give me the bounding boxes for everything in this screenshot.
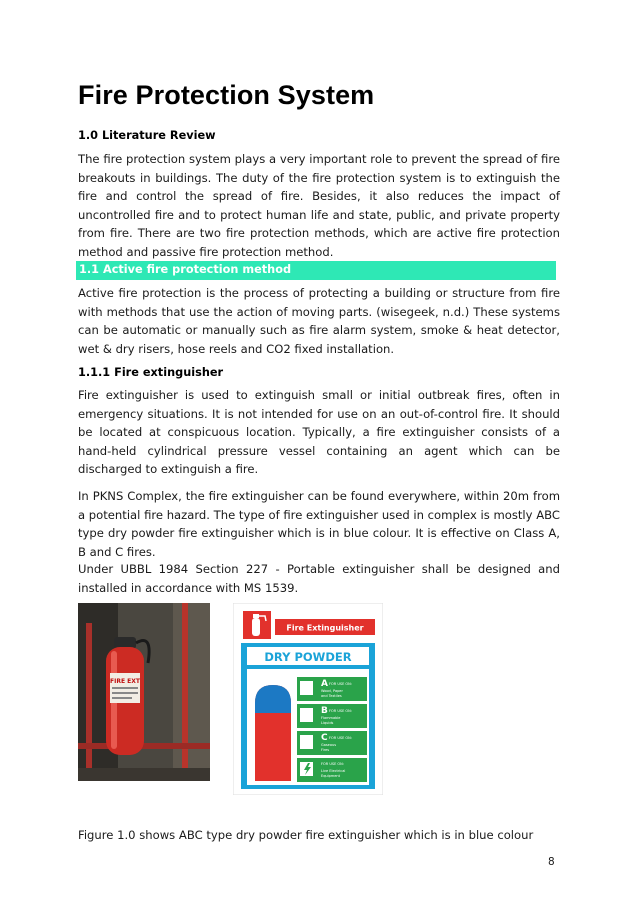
- fire-extinguisher-photo: [78, 603, 210, 781]
- paragraph-fire-extinguisher-1: Fire extinguisher is used to extinguish small or initial outbreak fires, often in emergency situations. It is not intended for use on an out-of-control fire. It should be located at conspicuous location. Typically, a fire extinguisher consists of a hand-held cylindrical pressure vessel containing an agent which can be discharged to extinguish a fire.: [78, 388, 560, 477]
- svg-text:Fires: Fires: [321, 748, 330, 752]
- extinguisher-label-text: FIRE EXT: [110, 678, 140, 685]
- sign-class-row-b: [297, 704, 367, 728]
- sign-class-row-a: [297, 677, 367, 701]
- figure-caption: Figure 1.0 shows ABC type dry powder fire extinguisher which is in blue colour: [78, 828, 534, 842]
- svg-text:Gaseous: Gaseous: [321, 743, 337, 747]
- svg-text:Liquids: Liquids: [321, 721, 334, 725]
- section-heading-fire-extinguisher: 1.1.1 Fire extinguisher: [78, 366, 224, 379]
- svg-text:FOR USE ON:: FOR USE ON:: [329, 736, 352, 740]
- sign-band-text: DRY POWDER: [264, 650, 352, 664]
- svg-text:FOR USE ON:: FOR USE ON:: [329, 709, 352, 713]
- paragraph-fire-extinguisher-3: Under UBBL 1984 Section 227 - Portable extinguisher shall be designed and installed in accordance with MS 1539.: [78, 562, 560, 595]
- blue-extinguisher-illustration: [255, 685, 291, 781]
- svg-text:Flammable: Flammable: [321, 716, 341, 720]
- svg-text:Wood, Paper: Wood, Paper: [321, 689, 343, 693]
- section-heading-active-fire-protection: 1.1 Active fire protection method: [79, 263, 292, 276]
- sign-class-letter-b: B: [321, 706, 328, 716]
- paragraph-literature-review: The fire protection system plays a very important role to prevent the spread of fire breakouts in buildings. The duty of the fire protection system is to extinguish the fire and control the spread of fire. Besides, it also reduces the impact of uncontrolled fire and to protect human life and state, public, and private property from fire. There are two fire protection methods, which are active fire protection method and passive fire protection method.: [78, 152, 560, 259]
- page-title: Fire Protection System: [78, 80, 375, 110]
- dry-powder-sign-art: [233, 603, 383, 795]
- fire-extinguisher-photo-art: [78, 603, 210, 781]
- section-heading-literature-review: 1.0 Literature Review: [78, 129, 216, 142]
- paragraph-active-fire-protection: Active fire protection is the process of protecting a building or structure from fire with methods that use the action of moving parts. (wisegeek, n.d.) These systems can be automatic or manually such as fire alarm system, smoke & heat detector, wet & dry risers, hose reels and CO2 fixed installation.: [78, 286, 560, 356]
- svg-text:FOR USE ON:: FOR USE ON:: [321, 762, 344, 766]
- sign-class-letter-c: C: [321, 733, 328, 743]
- sign-header-text: Fire Extinguisher: [286, 623, 364, 633]
- dry-powder-sign: [233, 603, 383, 795]
- paragraph-fire-extinguisher-2: In PKNS Complex, the fire extinguisher can be found everywhere, within 20m from a potential fire hazard. The type of fire extinguisher used in complex is mostly ABC type dry powder fire extinguisher which is in blue colour. It is effective on Class A, B and C fires.: [78, 489, 560, 559]
- sign-class-row-electrical: [297, 758, 367, 782]
- sign-class-row-c: [297, 731, 367, 755]
- svg-text:and Textiles: and Textiles: [321, 694, 342, 698]
- section-highlight-bar: [76, 261, 556, 280]
- page-number: 8: [548, 856, 555, 868]
- sign-class-letter-a: A: [321, 679, 328, 689]
- svg-text:Live Electrical: Live Electrical: [321, 769, 346, 773]
- svg-text:Equipment: Equipment: [321, 774, 340, 778]
- svg-text:FOR USE ON:: FOR USE ON:: [329, 682, 352, 686]
- extinguisher-pictogram-icon: [243, 611, 271, 639]
